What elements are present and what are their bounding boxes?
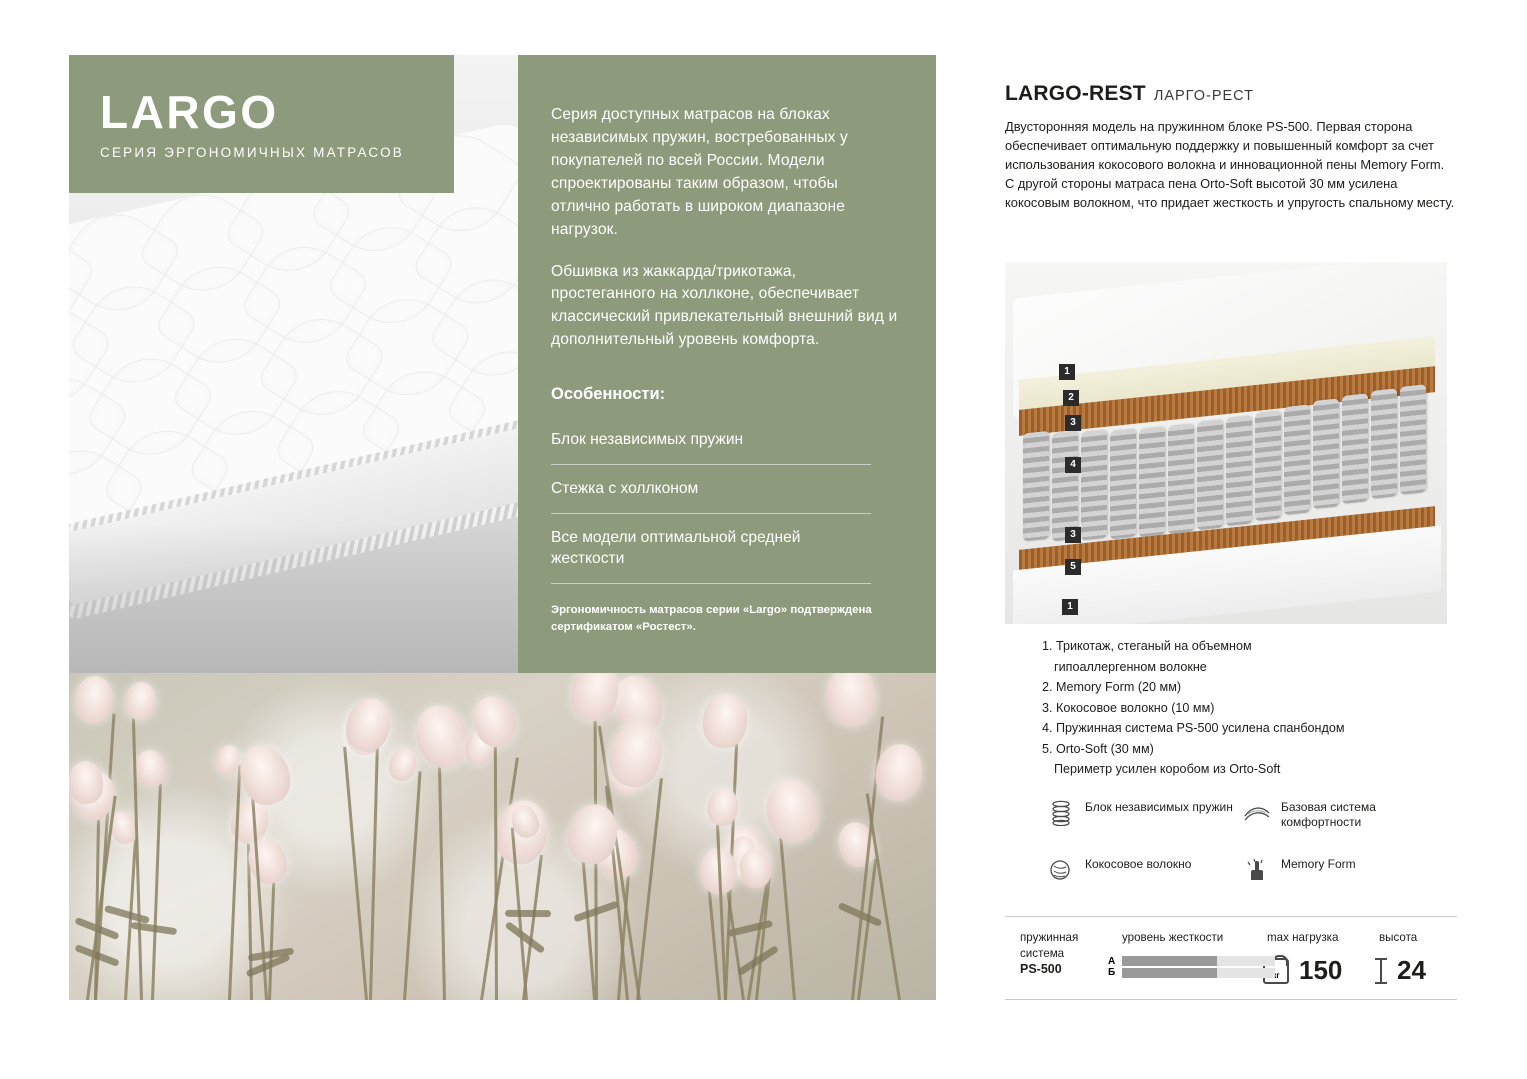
cutaway-badge-3b: 3: [1065, 527, 1081, 543]
features-heading: Особенности:: [551, 385, 666, 404]
layer-line: 2. Memory Form (20 мм): [1042, 680, 1182, 695]
flowers-photo: [69, 673, 936, 1000]
model-name: LARGO-REST: [1005, 82, 1146, 105]
spec-load-value: 150: [1299, 955, 1343, 985]
model-title: [1005, 82, 1457, 106]
cutaway-badge-1: 1: [1059, 364, 1075, 380]
feature-icon-row: [1046, 857, 1456, 883]
feature-icon-cell: [1046, 800, 1242, 831]
feature-item: Блок независимых пружин: [551, 416, 871, 465]
certificate-note: Эргономичность матрасов серии «Largo» подтверждена сертификатом «Ростест».: [551, 603, 872, 633]
layer-line: Периметр усилен коробом из Orto-Soft: [1054, 762, 1281, 777]
page-title: LARGO: [100, 85, 279, 138]
description-paragraph-1: Серия доступных матрасов на блоках независимых пружин, востребованных у покупателей по всей России. Модели спроектированы таким образом, чтобы отлично работать в широком диапазоне нагрузок.: [551, 106, 848, 238]
firmness-bar-b: [1122, 968, 1275, 978]
firmness-letter-a: А: [1108, 956, 1116, 967]
comfort-layer-icon: [1242, 800, 1272, 826]
description-panel: [518, 55, 936, 673]
spec-load-label: max нагрузка: [1267, 931, 1339, 944]
spec-spring-label-2: система: [1020, 946, 1065, 960]
firmness-bar-a: [1122, 956, 1275, 966]
hero-title-box: [69, 55, 454, 193]
feature-icon-label: Блок независимых пружин: [1085, 800, 1233, 814]
feature-icon-cell: [1242, 800, 1438, 831]
spec-firmness-label: уровень жесткости: [1122, 931, 1224, 944]
spec-height-label: высота: [1379, 931, 1418, 944]
firmness-bars: [1122, 956, 1275, 978]
layer-line: 3. Кокосовое волокно (10 мм): [1042, 700, 1215, 715]
cutaway-badge-5: 5: [1065, 559, 1081, 575]
spec-height-value: 24: [1397, 955, 1426, 985]
feature-icon-row: [1046, 800, 1456, 831]
coconut-icon: [1046, 857, 1076, 883]
feature-icon-label: Memory Form: [1281, 856, 1356, 871]
hero-image: [69, 55, 518, 673]
spec-spring-label-1: пружинная: [1020, 931, 1079, 944]
layers-legend: [1042, 636, 1462, 780]
feature-icon-label: Кокосовое волокно: [1085, 856, 1192, 871]
height-icon: [1375, 958, 1387, 984]
hero-shadow-overlay: [69, 523, 518, 673]
layer-line: 4. Пружинная система PS-500 усилена спанбондом: [1042, 721, 1345, 736]
firmness-letter-b: Б: [1108, 967, 1116, 978]
firmness-letters: [1108, 956, 1115, 978]
page-subtitle: СЕРИЯ ЭРГОНОМИЧНЫХ МАТРАСОВ: [100, 144, 404, 160]
layer-line: 1. Трикотаж, стеганый на объемном: [1042, 639, 1252, 653]
layer-line: 5. Orto-Soft (30 мм): [1042, 741, 1154, 756]
spec-height-value-group: [1375, 955, 1426, 986]
description-paragraph-2: Обшивка из жаккарда/трикотажа, простеганного на холлконе, обеспечивает классический привлекательный внешний вид и дополнительный уровень комфорта.: [551, 262, 898, 349]
feature-icon-cell: [1242, 857, 1438, 883]
feature-icon-cell: [1046, 857, 1242, 883]
feature-item: Стежка с холлконом: [551, 465, 871, 514]
feature-icons: [1046, 800, 1456, 909]
model-description: Двусторонняя модель на пружинном блоке PS-500. Первая сторона обеспечивает оптимальную поддержку и повышенный комфорт за счет использования кокосового волокна и инновационной пены Memory Form. С другой стороны матраса пена Orto-Soft высотой 30 мм усилена кокосовым волокном, что придает жесткость и упругость спальному месту.: [1005, 119, 1455, 211]
feature-icon-label: Базовая система комфортности: [1281, 800, 1376, 830]
springs-icon: [1046, 800, 1076, 826]
cutaway-badge-3: 3: [1065, 415, 1081, 431]
memory-form-icon: [1242, 857, 1272, 883]
model-name-ru: ЛАРГО-РЕСТ: [1153, 88, 1255, 104]
right-column: [1005, 82, 1457, 212]
left-column: [69, 55, 936, 1000]
cutaway-illustration: [1005, 262, 1447, 624]
cutaway-badge-2: 2: [1063, 390, 1079, 406]
feature-item: Все модели оптимальной средней жесткости: [551, 514, 871, 584]
spec-spring-system: [1020, 930, 1078, 978]
spec-spring-value: PS-500: [1020, 962, 1062, 977]
layer-line: гипоаллергенном волокне: [1054, 659, 1207, 674]
cutaway-badge-1b: 1: [1062, 599, 1078, 615]
cutaway-badge-4: 4: [1065, 457, 1081, 473]
